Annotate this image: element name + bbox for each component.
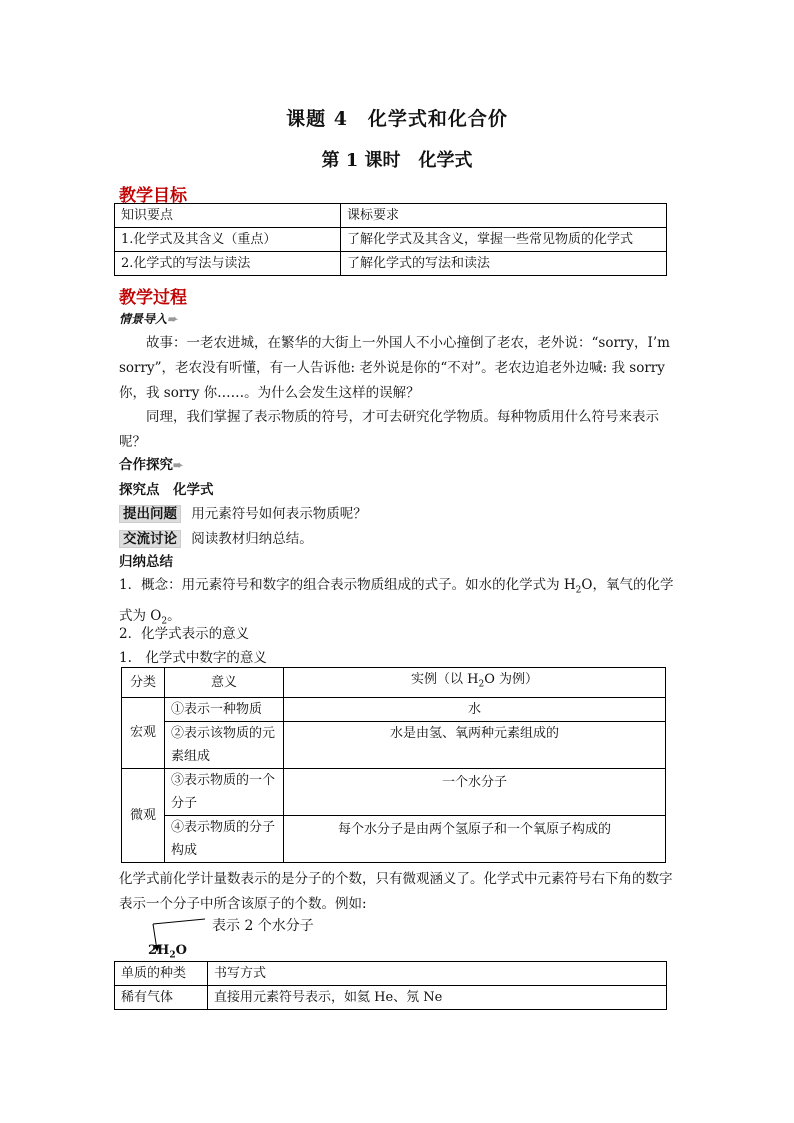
table-row	[115, 228, 667, 252]
table-cell: 一个水分子	[284, 768, 666, 815]
coop-label-text: 合作探究	[119, 457, 173, 473]
concept-1-text: 1．概念：用元素符号和数字的组合表示物质组成的式子。如水的化学式为 H	[119, 577, 576, 593]
concept-1-text-c: 。	[167, 607, 181, 624]
goals-header-knowledge: 知识要点	[115, 204, 341, 228]
element-header-method: 书写方式	[208, 962, 667, 986]
page-subtitle: 第 1 课时 化学式	[321, 150, 473, 171]
table-row	[122, 768, 666, 815]
table-row	[122, 721, 666, 768]
concept-1-text-b: O，氧气的化学式为 O	[119, 577, 674, 624]
subscript: 2	[575, 585, 582, 596]
arrow-icon: ➨	[167, 312, 178, 326]
table-cell: 水是由氢、氧两种元素组成的	[284, 721, 666, 768]
ask-tag: 提出问题	[119, 505, 181, 523]
story-paragraph-1: 故事：一老农进城，在繁华的大街上一外国人不小心撞倒了老农，老外说：“sorry，I’m sorry”，老农没有听懂，有一人告诉他: 老外说是你的“不对”。老农边追老外边喊: 我 sorry 你，我 sorry 你……。为什么会发生这样的误解？	[119, 335, 670, 401]
discuss-line	[119, 527, 313, 547]
table-row	[115, 986, 667, 1010]
arrow-icon: ➨	[173, 458, 184, 472]
explore-point: 探究点 化学式	[119, 482, 214, 498]
table-cell: 每个水分子是由两个氢原子和一个氧原子构成的	[284, 815, 666, 862]
ask-line	[119, 502, 367, 522]
annotation-text: 表示 2 个水分子	[212, 918, 314, 934]
element-header-kind: 单质的种类	[115, 962, 208, 986]
table-cell: ③表示物质的一个分子	[165, 768, 284, 815]
ask-text: 用元素符号如何表示物质呢？	[191, 506, 367, 522]
number-note: 化学式前化学计量数表示的是分子的个数，只有微观涵义了。化学式中元素符号右下角的数字表示一个分子中所含该原子的个数。例如:	[119, 871, 673, 912]
subscript: 2	[161, 616, 168, 627]
story-paragraph-2: 同理，我们掌握了表示物质的符号，才可去研究化学物质。每种物质用什么符号来表示呢？	[119, 409, 659, 450]
header-text: 实例（以 H	[410, 672, 479, 687]
section-process-heading: 教学过程	[119, 288, 187, 308]
goals-header-standard: 课标要求	[341, 204, 667, 228]
table-cell: 水	[284, 697, 666, 721]
table-cell: ④表示物质的分子构成	[165, 815, 284, 862]
page-title: 课题 4 化学式和化合价	[286, 108, 508, 130]
formula-2h2o	[148, 943, 187, 961]
table-cell: 2.化学式的写法与读法	[115, 252, 341, 276]
intro-label	[119, 310, 177, 327]
goals-table	[114, 203, 667, 276]
summary-label: 归纳总结	[119, 554, 173, 570]
element-table	[114, 961, 667, 1010]
table-cell: 1.化学式及其含义（重点）	[115, 228, 341, 252]
table-cell: ②表示该物质的元素组成	[165, 721, 284, 768]
intro-label-text: 情景导入	[119, 312, 168, 326]
discuss-text: 阅读教材归纳总结。	[191, 531, 313, 547]
table-row	[115, 252, 667, 276]
meaning-table	[121, 667, 666, 863]
table-cell: 直接用元素符号表示，如氦 He、氖 Ne	[208, 986, 667, 1010]
header-text-b: O 为例）	[484, 672, 538, 687]
section-goals-heading: 教学目标	[119, 186, 187, 206]
table-row	[122, 697, 666, 721]
meaning-header-meaning: 意义	[165, 668, 284, 698]
subscript: 2	[478, 679, 485, 690]
formula-text-b: O	[175, 943, 187, 958]
table-cell: 稀有气体	[115, 986, 208, 1010]
category-micro: 微观	[122, 768, 165, 862]
discuss-tag: 交流讨论	[119, 530, 181, 548]
meaning-header-example	[284, 668, 666, 698]
table-cell: 了解化学式及其含义，掌握一些常见物质的化学式	[341, 228, 667, 252]
table-row	[122, 815, 666, 862]
table-cell: 了解化学式的写法和读法	[341, 252, 667, 276]
category-macro: 宏观	[122, 697, 165, 768]
table-cell: ①表示一种物质	[165, 697, 284, 721]
formula-text: 2H	[148, 943, 170, 958]
meaning-header-category: 分类	[122, 668, 165, 698]
subscript: 2	[169, 950, 176, 961]
coop-label	[119, 453, 183, 473]
concept-3: 1. 化学式中数字的意义	[119, 650, 267, 666]
concept-2: 2．化学式表示的意义	[119, 626, 250, 642]
